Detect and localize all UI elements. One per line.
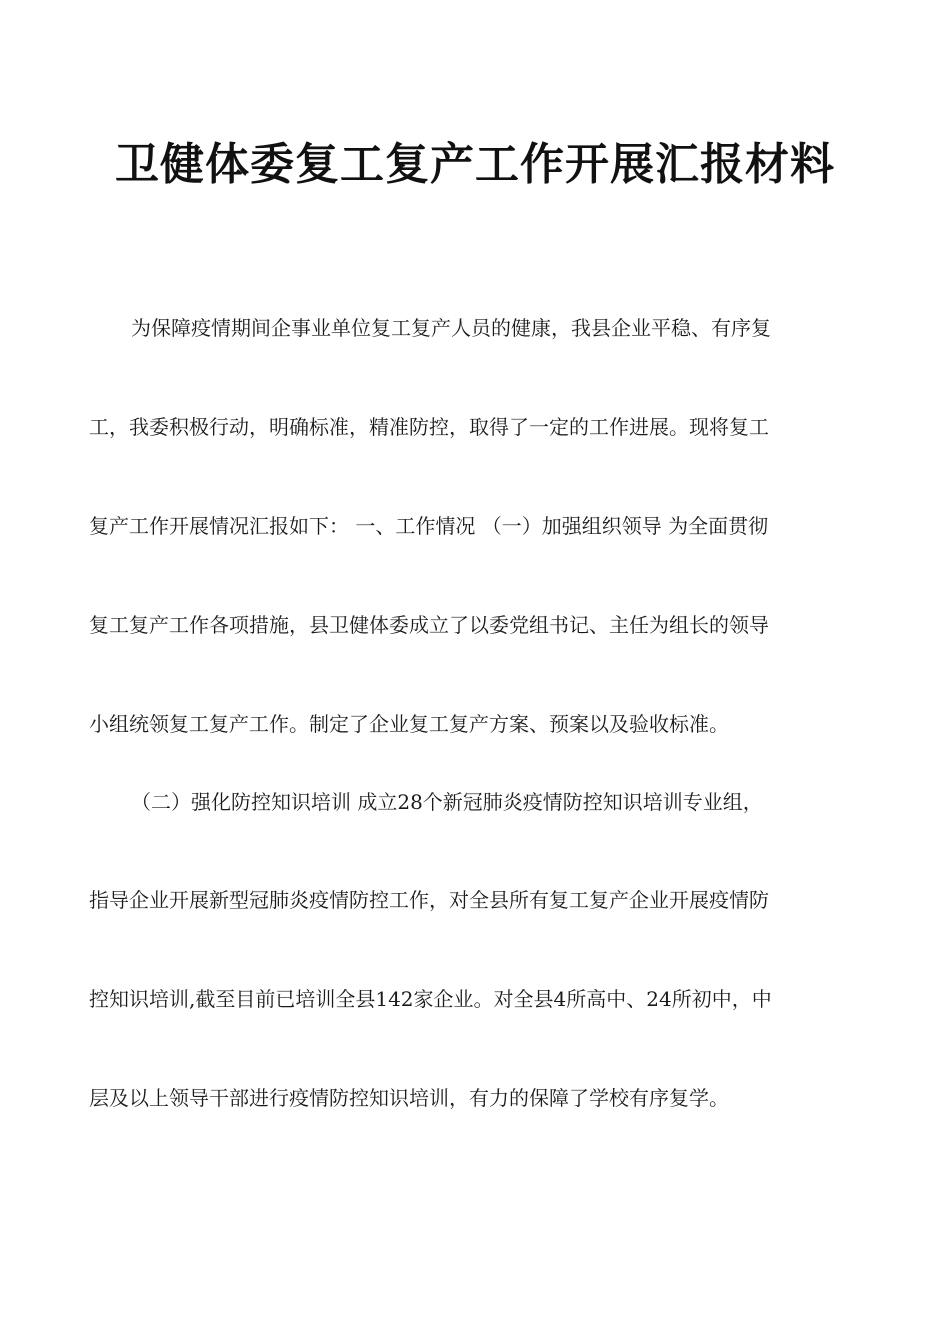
body-line-6: （二）强化防控知识培训 成立28个新冠肺炎疫情防控知识培训专业组，: [131, 790, 763, 814]
body-line-9: 层及以上领导干部进行疫情防控知识培训，有力的保障了学校有序复学。: [89, 1086, 729, 1110]
body-line-7: 指导企业开展新型冠肺炎疫情防控工作，对全县所有复工复产企业开展疫情防: [89, 888, 769, 912]
document-title: 卫健体委复工复产工作开展汇报材料: [115, 139, 835, 190]
body-line-1: 为保障疫情期间企事业单位复工复产人员的健康，我县企业平稳、有序复: [131, 316, 771, 340]
body-line-5: 小组统领复工复产工作。制定了企业复工复产方案、预案以及验收标准。: [89, 712, 729, 736]
body-line-4: 复工复产工作各项措施，县卫健体委成立了以委党组书记、主任为组长的领导: [89, 613, 769, 637]
body-line-8: 控知识培训,截至目前已培训全县142家企业。对全县4所高中、24所初中，中: [89, 987, 772, 1011]
body-line-2: 工，我委积极行动，明确标准，精准防控，取得了一定的工作进展。现将复工: [89, 415, 769, 439]
body-line-3: 复产工作开展情况汇报如下： 一、工作情况 （一）加强组织领导 为全面贯彻: [89, 514, 769, 538]
